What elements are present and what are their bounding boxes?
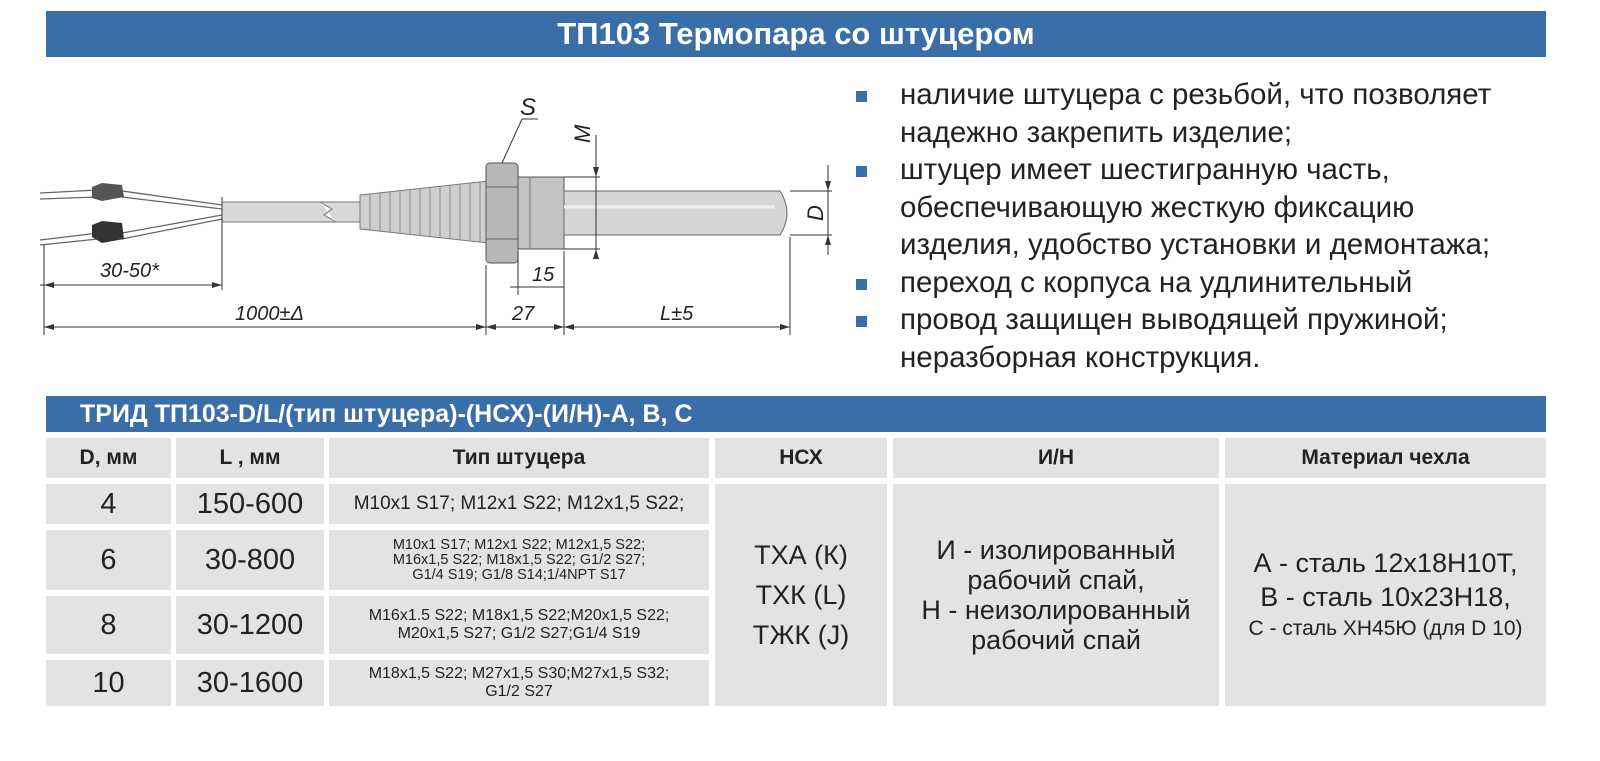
cell-l: 30-1200 xyxy=(176,596,324,654)
dim-fitting-label: 27 xyxy=(512,303,535,325)
cell-fitting: М16х1.5 S22; М18х1,5 S22;М20х1,5 S22; М20х1,5 S27; G1/2 S27;G1/4 S19 xyxy=(329,596,709,654)
cell-d: 4 xyxy=(46,484,171,524)
bullet-square-icon xyxy=(856,279,867,290)
sheath xyxy=(564,191,787,235)
header-junction: И/Н xyxy=(893,438,1219,478)
wire-tip-lower xyxy=(92,221,124,243)
dim-s-label: S xyxy=(520,94,537,121)
cell-l: 30-800 xyxy=(176,530,324,590)
hex-nut xyxy=(486,163,518,263)
dim-thread-label: 15 xyxy=(532,264,555,286)
fitting-body xyxy=(518,177,564,249)
dim-d-label: D xyxy=(803,205,828,221)
cell-d: 8 xyxy=(46,596,171,654)
material-b: В - сталь 10х23Н18, xyxy=(1260,582,1511,612)
cell-nsh: ТХА (К) ТХК (L) ТЖК (J) xyxy=(715,484,887,706)
cell-d: 6 xyxy=(46,530,171,590)
cell-material xyxy=(1225,484,1546,706)
dim-lead-label: 30-50* xyxy=(100,260,159,282)
list-item: переход с корпуса на удлинительный xyxy=(848,264,1568,302)
cable xyxy=(222,202,364,222)
cell-fitting: М10х1 S17; М12х1 S22; М12х1,5 S22; xyxy=(329,484,709,524)
cell-l: 150-600 xyxy=(176,484,324,524)
header-l: L , мм xyxy=(176,438,324,478)
list-item: провод защищен выводящей пружиной; неразборная конструкция. xyxy=(848,301,1568,376)
lead-wires xyxy=(40,190,222,245)
dim-cable-label: 1000±Δ xyxy=(235,303,304,325)
feature-list xyxy=(848,76,1568,376)
list-item: штуцер имеет шестигранную часть, обеспечивающую жесткую фиксацию изделия, удобство установки и демонтажа; xyxy=(848,151,1568,264)
list-item: наличие штуцера с резьбой, что позволяет надежно закрепить изделие; xyxy=(848,76,1568,151)
material-a: А - сталь 12х18Н10Т, xyxy=(1253,548,1518,578)
header-material: Материал чехла xyxy=(1225,438,1546,478)
header-d: D, мм xyxy=(46,438,171,478)
cell-l: 30-1600 xyxy=(176,660,324,706)
cell-fitting: М18х1,5 S22; М27х1,5 S30;М27х1,5 S32; G1/2 S27 xyxy=(329,660,709,706)
order-code-bar: ТРИД ТП103-D/L/(тип штуцера)-(НСХ)-(И/Н)-А, В, С xyxy=(46,396,1546,432)
bullet-square-icon xyxy=(856,316,867,327)
header-fitting: Тип штуцера xyxy=(329,438,709,478)
bullet-square-icon xyxy=(856,166,867,177)
cell-junction: И - изолированный рабочий спай, Н - неизолированный рабочий спай xyxy=(893,484,1219,706)
dim-length-label: L±5 xyxy=(660,303,694,325)
wire-tip-upper xyxy=(92,183,124,201)
thermocouple-drawing xyxy=(40,85,840,355)
page-title: ТП103 Термопара со штуцером xyxy=(46,11,1546,57)
material-c: С - сталь ХН45Ю (для D 10) xyxy=(1248,617,1523,640)
spring xyxy=(360,181,488,243)
cell-fitting: М10х1 S17; М12х1 S22; М12х1,5 S22; М16х1,5 S22; М18х1,5 S22; G1/2 S27; G1/4 S19; G1/8 S14;1/4NPT S17 xyxy=(329,530,709,590)
cell-d: 10 xyxy=(46,660,171,706)
dim-m-label: M xyxy=(570,124,595,143)
bullet-square-icon xyxy=(856,91,867,102)
header-nsh: НСХ xyxy=(715,438,887,478)
